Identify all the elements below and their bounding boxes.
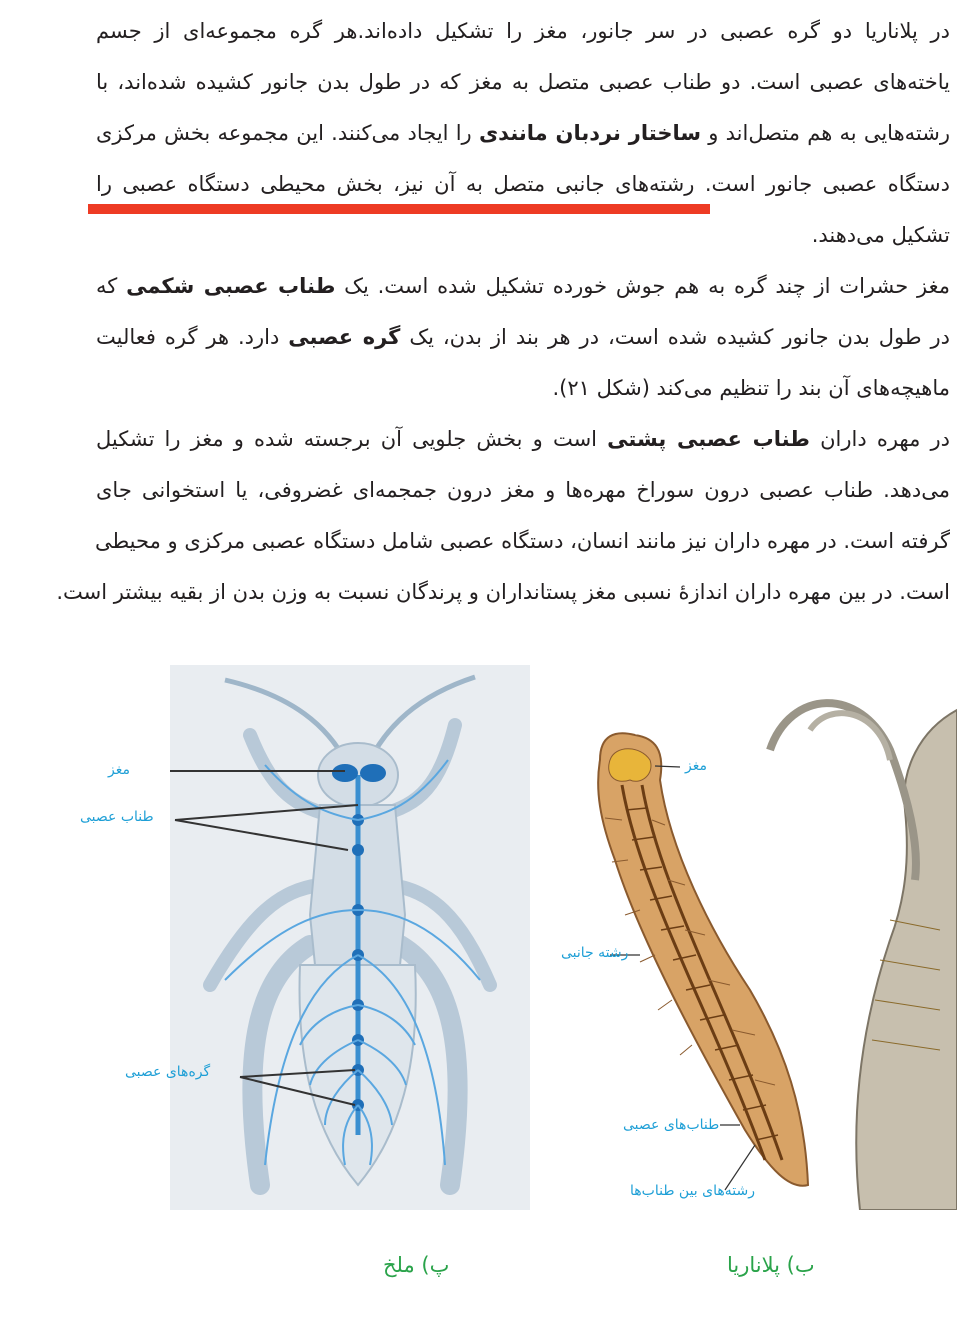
text-span: در مهره داران — [820, 427, 950, 451]
bold-term: طناب عصبی پشتی — [607, 427, 810, 451]
planaria-nerve-cords-label: طناب‌های عصبی — [623, 1117, 720, 1133]
text-line: ماهیچه‌های آن بند را تنظیم می‌کند (شکل ۲۱). — [552, 376, 950, 400]
text-line: است. در بین مهره داران اندازهٔ نسبی مغز پستانداران و پرندگان نسبت به وزن بدن از بقیه بیشتر است. — [56, 580, 950, 604]
text-line — [96, 312, 950, 363]
text-line — [96, 261, 950, 312]
locust-caption: پ) ملخ — [383, 1253, 450, 1277]
text-span: در طول بدن جانور کشیده شده است، در هر بند از بدن، یک — [409, 325, 950, 349]
text-span: دارد. هر گره فعالیت — [96, 325, 280, 349]
text-line: گرفته است. در مهره داران نیز مانند انسان، دستگاه عصبی شامل دستگاه عصبی مرکزی و محیطی — [94, 529, 950, 553]
planaria-connecting-fibers-label: رشته‌های بین طناب‌ها — [630, 1183, 755, 1199]
text-span: مغز حشرات از چند گره به هم جوش خورده تشکیل شده است. یک — [344, 274, 950, 298]
text-span: که — [96, 274, 118, 298]
locust-nervous-system-figure — [170, 665, 530, 1210]
planaria-caption: ب) پلاناریا — [727, 1253, 815, 1277]
bold-term: ساختار نردبان مانندی — [478, 121, 702, 145]
text-line: تشکیل می‌دهند. — [811, 223, 950, 247]
planaria-lateral-nerve-label: رشته جانبی — [561, 945, 629, 961]
text-span: است و بخش جلویی آن برجسته شده و مغز را تشکیل — [96, 427, 597, 451]
planaria-brain-label: مغز — [685, 758, 707, 774]
red-underline-highlight — [88, 204, 710, 214]
text-line: یاخته‌های عصبی است. دو طناب عصبی متصل به مغز که در طول بدن جانور کشیده شده‌اند، با — [96, 70, 950, 94]
text-line — [96, 108, 950, 159]
text-line — [96, 414, 950, 465]
locust-nerve-cord-label: طناب عصبی — [80, 809, 154, 825]
text-line: می‌دهد. طناب عصبی درون سوراخ مهره‌ها و مغز درون جمجمه‌ای غضروفی، یا استخوانی جای — [96, 478, 950, 502]
body-text — [56, 6, 950, 618]
text-span: را ایجاد می‌کنند. این مجموعه بخش مرکزی — [96, 121, 472, 145]
bold-term: گره عصبی — [288, 325, 401, 349]
text-line: دستگاه عصبی جانور است. رشته‌های جانبی متصل به آن نیز، بخش محیطی دستگاه عصبی را — [96, 172, 950, 196]
locust-ganglia-label: گره‌های عصبی — [125, 1064, 211, 1080]
bold-term: طناب عصبی شکمی — [126, 274, 336, 298]
text-span: رشته‌هایی به هم متصل‌اند و — [708, 121, 950, 145]
text-line: در پلاناریا دو گره عصبی در سر جانور، مغز را تشکیل داده‌اند.هر گره مجموعه‌ای از جسم — [96, 19, 950, 43]
locust-brain-label: مغز — [108, 762, 130, 778]
